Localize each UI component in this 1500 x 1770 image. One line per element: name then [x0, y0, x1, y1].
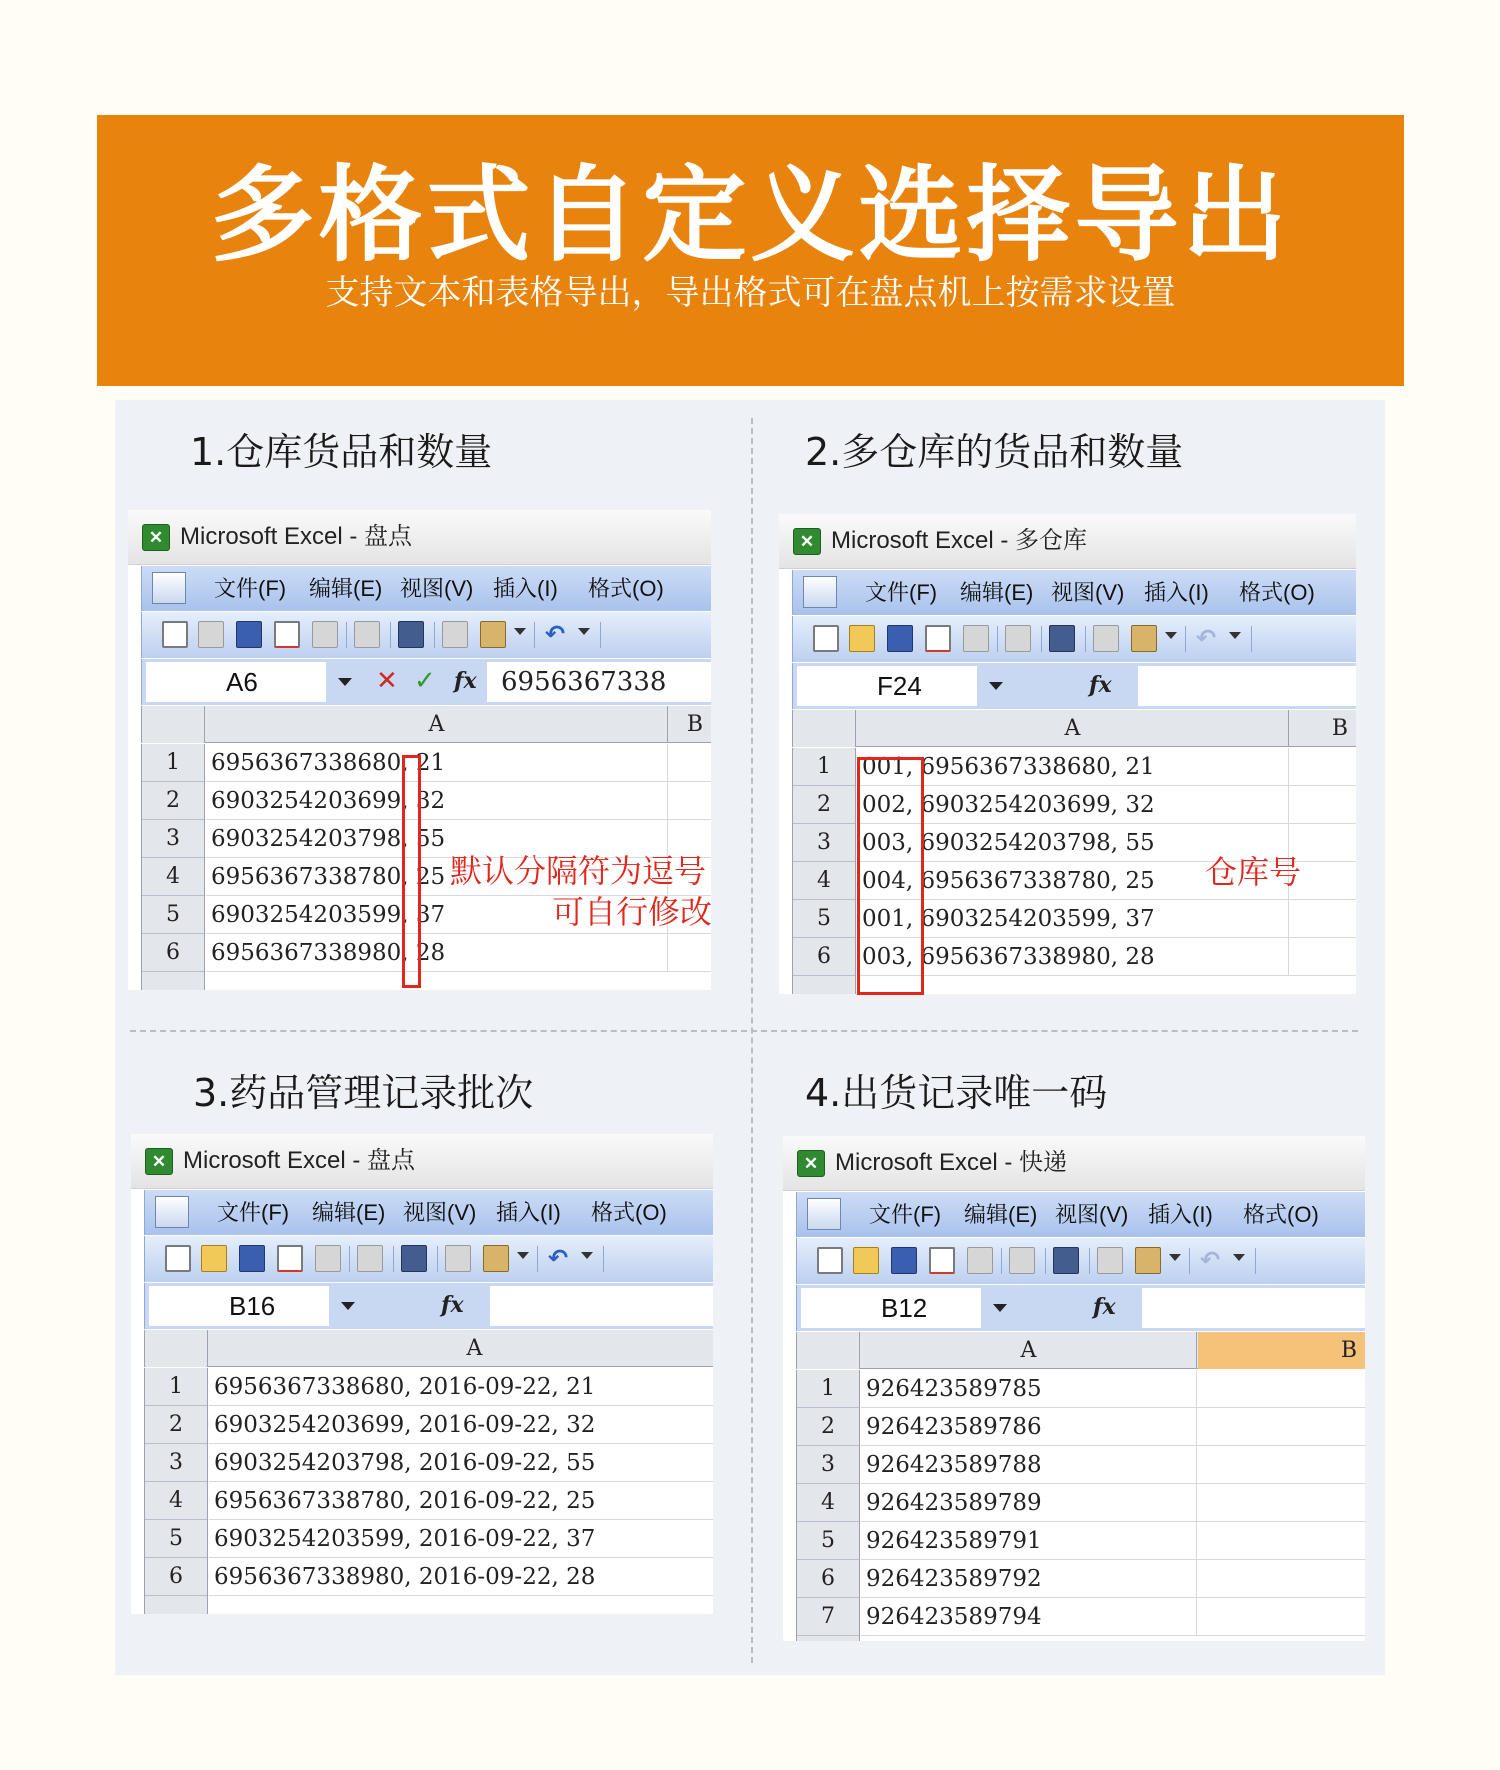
toolbar-separator — [1041, 626, 1042, 652]
dropdown-arrow-icon[interactable] — [578, 628, 590, 635]
new-doc-icon[interactable] — [813, 625, 839, 652]
cell-b[interactable] — [1197, 1408, 1365, 1446]
cell-a[interactable]: 6956367338680, 2016-09-22, 21 — [209, 1368, 713, 1406]
menu-insert[interactable]: 插入(I) — [493, 576, 558, 601]
print-icon[interactable] — [312, 621, 338, 648]
print-icon[interactable] — [967, 1247, 993, 1274]
paste-icon[interactable] — [1135, 1247, 1161, 1274]
column-headers — [796, 1332, 1365, 1369]
annotation-warehouse: 仓库号 — [1205, 853, 1302, 891]
cell-a[interactable]: 6903254203699, 2016-09-22, 32 — [209, 1406, 713, 1444]
menu-file[interactable]: 文件(F) — [865, 580, 938, 605]
row-header[interactable]: 6 — [145, 1558, 207, 1596]
select-all-corner[interactable] — [797, 1332, 860, 1369]
name-box[interactable]: B12 — [801, 1288, 981, 1328]
print-icon[interactable] — [442, 621, 468, 648]
cell-a[interactable]: 926423589785 — [861, 1370, 1197, 1408]
worksheet-menu-icon[interactable] — [152, 572, 186, 604]
horizontal-divider — [130, 1030, 1358, 1032]
banner-subtitle: 支持文本和表格导出，导出格式可在盘点机上按需求设置 — [325, 273, 1176, 313]
excel-icon: ✕ — [793, 528, 821, 555]
standard-toolbar — [141, 612, 711, 658]
standard-toolbar — [792, 616, 1356, 662]
name-box[interactable]: A6 — [146, 662, 326, 702]
toolbar-separator — [537, 1246, 538, 1272]
cell-a[interactable]: 001, 6903254203599, 37 — [857, 900, 1289, 938]
menu-view[interactable]: 视图(V) — [1051, 580, 1125, 605]
undo-icon[interactable]: ↶ — [1195, 624, 1217, 652]
formula-bar — [792, 663, 1356, 709]
menu-file[interactable]: 文件(F) — [214, 576, 287, 601]
menu-edit[interactable]: 编辑(E) — [309, 576, 383, 601]
cell-a[interactable]: 001, 6956367338680, 21 — [857, 748, 1289, 786]
name-box[interactable]: F24 — [797, 666, 977, 706]
formula-bar — [141, 659, 711, 705]
row-header[interactable]: 6 — [797, 1560, 859, 1598]
new-doc-icon[interactable] — [817, 1247, 843, 1274]
toolbar-separator — [434, 622, 435, 648]
menu-view[interactable]: 视图(V) — [1055, 1202, 1129, 1227]
section-title: 2.多仓库的货品和数量 — [805, 430, 1184, 474]
row-header[interactable]: 5 — [142, 896, 204, 934]
new-doc-icon[interactable] — [162, 621, 188, 648]
toolbar-separator — [600, 622, 601, 648]
new-doc-icon[interactable] — [165, 1245, 191, 1272]
formula-input[interactable] — [1138, 666, 1356, 706]
separator-highlight-box — [402, 755, 421, 988]
row-header[interactable]: 6 — [142, 934, 204, 972]
annotation-separator: 默认分隔符为逗号 — [450, 852, 707, 890]
cell-b[interactable] — [1197, 1370, 1365, 1408]
row-header[interactable]: 1 — [793, 748, 855, 786]
formula-bar — [144, 1283, 713, 1329]
toolbar-separator — [393, 1246, 394, 1272]
dropdown-arrow-icon[interactable] — [581, 1252, 593, 1259]
print-icon[interactable] — [198, 621, 224, 648]
toolbar-separator — [349, 1246, 350, 1272]
row-header[interactable]: 4 — [142, 858, 204, 896]
column-header-a[interactable]: A — [206, 706, 668, 743]
worksheet-menu-icon[interactable] — [807, 1198, 841, 1230]
row-header[interactable]: 2 — [793, 786, 855, 824]
dropdown-arrow-icon[interactable] — [1165, 632, 1177, 639]
menu-bar — [796, 1192, 1365, 1237]
worksheet-menu-icon[interactable] — [155, 1196, 189, 1228]
save-icon[interactable] — [236, 621, 262, 648]
section-title: 3.药品管理记录批次 — [193, 1071, 534, 1115]
name-box-dropdown-icon[interactable] — [341, 1302, 355, 1310]
warehouse-id-highlight-box — [857, 757, 924, 995]
cell-a[interactable]: 6956367338980, 2016-09-22, 28 — [209, 1558, 713, 1596]
toolbar-separator — [1045, 1248, 1046, 1274]
column-header-a[interactable]: A — [857, 710, 1289, 747]
window-title: Microsoft Excel - 盘点 — [183, 1147, 416, 1174]
toolbar-separator — [534, 622, 535, 648]
toolbar-separator — [346, 622, 347, 648]
toolbar-separator — [1085, 626, 1086, 652]
menu-bar — [792, 570, 1356, 615]
open-icon[interactable] — [201, 1245, 227, 1272]
cell-a[interactable]: 6903254203599, 37 — [206, 896, 668, 934]
row-header[interactable]: 7 — [797, 1598, 859, 1636]
fx-icon[interactable]: fx — [1089, 672, 1112, 698]
print-icon[interactable] — [354, 621, 380, 648]
select-all-corner[interactable] — [793, 710, 856, 747]
row-header[interactable]: 3 — [142, 820, 204, 858]
cell-a[interactable]: 6956367338980, 28 — [206, 934, 668, 972]
fx-icon[interactable]: fx — [1093, 1294, 1116, 1320]
print-preview-icon[interactable] — [274, 621, 300, 648]
row-header[interactable]: 1 — [797, 1370, 859, 1408]
column-header-a[interactable]: A — [861, 1332, 1197, 1369]
name-box-dropdown-icon[interactable] — [993, 1304, 1007, 1312]
print-icon[interactable] — [1093, 625, 1119, 652]
print-icon[interactable] — [315, 1245, 341, 1272]
toolbar-separator — [1089, 1248, 1090, 1274]
row-header[interactable]: 4 — [797, 1484, 859, 1522]
name-box-dropdown-icon[interactable] — [989, 682, 1003, 690]
cell-a[interactable]: 926423589792 — [861, 1560, 1197, 1598]
toolbar-separator — [437, 1246, 438, 1272]
cell-b[interactable] — [668, 782, 711, 820]
toolbar-separator — [603, 1246, 604, 1272]
cell-a[interactable]: 926423589788 — [861, 1446, 1197, 1484]
paste-icon[interactable] — [483, 1245, 509, 1272]
print-icon[interactable] — [963, 625, 989, 652]
cell-a[interactable]: 6956367338780, 25 — [206, 858, 668, 896]
select-all-corner[interactable] — [145, 1330, 208, 1367]
name-box[interactable]: B16 — [149, 1286, 329, 1326]
dropdown-arrow-icon[interactable] — [517, 1252, 529, 1259]
column-headers — [792, 710, 1356, 747]
dropdown-arrow-icon[interactable] — [1169, 1254, 1181, 1261]
excel-window — [131, 1134, 713, 1614]
menu-file[interactable]: 文件(F) — [869, 1202, 942, 1227]
window-titlebar — [128, 510, 711, 565]
window-title: Microsoft Excel - 多仓库 — [831, 527, 1088, 554]
menu-edit[interactable]: 编辑(E) — [964, 1202, 1038, 1227]
cell-a[interactable]: 926423589794 — [861, 1598, 1197, 1636]
row-header[interactable]: 2 — [145, 1406, 207, 1444]
cell-b[interactable] — [1289, 938, 1356, 976]
save-icon[interactable] — [239, 1245, 265, 1272]
cell-a[interactable]: 926423589789 — [861, 1484, 1197, 1522]
select-all-corner[interactable] — [142, 706, 205, 743]
cell-a[interactable]: 004, 6956367338780, 25 — [857, 862, 1289, 900]
column-header-b[interactable]: B — [1198, 1332, 1365, 1369]
row-header[interactable]: 4 — [145, 1482, 207, 1520]
column-headers — [144, 1330, 713, 1367]
row-header[interactable]: 3 — [793, 824, 855, 862]
cell-b[interactable] — [668, 744, 711, 782]
open-icon[interactable] — [853, 1247, 879, 1274]
cell-b[interactable] — [1197, 1598, 1365, 1636]
banner-title: 多格式自定义选择导出 — [210, 154, 1291, 276]
column-header-b[interactable]: B — [1331, 716, 1348, 741]
excel-icon: ✕ — [145, 1148, 173, 1175]
menu-file[interactable]: 文件(F) — [217, 1200, 290, 1225]
standard-toolbar — [144, 1236, 713, 1282]
cell-b[interactable] — [668, 934, 711, 972]
open-icon[interactable] — [849, 625, 875, 652]
worksheet-menu-icon[interactable] — [803, 576, 837, 608]
row-header[interactable]: 3 — [797, 1446, 859, 1484]
toolbar-separator — [1255, 1248, 1256, 1274]
cell-b[interactable] — [1289, 748, 1356, 786]
save-icon[interactable] — [887, 625, 913, 652]
cell-a[interactable]: 6903254203599, 2016-09-22, 37 — [209, 1520, 713, 1558]
undo-icon[interactable]: ↶ — [547, 1244, 569, 1272]
row-header[interactable]: 4 — [793, 862, 855, 900]
fx-icon[interactable]: fx — [441, 1292, 464, 1318]
sheet-grid — [144, 1368, 713, 1614]
cell-b[interactable] — [1197, 1560, 1365, 1598]
row-header[interactable]: 2 — [797, 1408, 859, 1446]
cell-a[interactable]: 6903254203798, 55 — [206, 820, 668, 858]
print-preview-icon[interactable] — [925, 625, 951, 652]
column-header-b[interactable]: B — [686, 712, 703, 737]
name-box-dropdown-icon[interactable] — [338, 678, 352, 686]
row-header[interactable]: 5 — [145, 1520, 207, 1558]
cell-a[interactable]: 926423589791 — [861, 1522, 1197, 1560]
dropdown-arrow-icon[interactable] — [514, 628, 526, 635]
cell-b[interactable] — [1197, 1446, 1365, 1484]
standard-toolbar — [796, 1238, 1365, 1284]
column-headers — [141, 706, 711, 743]
sheet-grid — [796, 1370, 1365, 1641]
window-titlebar — [779, 514, 1356, 569]
dropdown-arrow-icon[interactable] — [1229, 632, 1241, 639]
section-title: 4.出货记录唯一码 — [805, 1071, 1108, 1115]
excel-window — [783, 1136, 1365, 1641]
row-header[interactable]: 6 — [793, 938, 855, 976]
cell-a[interactable]: 003, 6903254203798, 55 — [857, 824, 1289, 862]
research-icon[interactable] — [398, 621, 424, 648]
toolbar-separator — [1189, 1248, 1190, 1274]
menu-insert[interactable]: 插入(I) — [496, 1200, 561, 1225]
formula-input[interactable] — [490, 1286, 713, 1326]
print-preview-icon[interactable] — [929, 1247, 955, 1274]
cell-b[interactable] — [1197, 1522, 1365, 1560]
cell-b[interactable] — [1289, 900, 1356, 938]
undo-icon[interactable]: ↶ — [1199, 1246, 1221, 1274]
paste-icon[interactable] — [480, 621, 506, 648]
row-header[interactable]: 5 — [797, 1522, 859, 1560]
research-icon[interactable] — [401, 1245, 427, 1272]
window-title: Microsoft Excel - 盘点 — [180, 523, 413, 550]
print-preview-icon[interactable] — [277, 1245, 303, 1272]
cell-b[interactable] — [1197, 1484, 1365, 1522]
fx-icon[interactable]: fx — [454, 668, 477, 694]
print-icon[interactable] — [1005, 625, 1031, 652]
menu-format[interactable]: 格式(O) — [1239, 580, 1315, 605]
window-titlebar — [783, 1136, 1365, 1191]
research-icon[interactable] — [1053, 1247, 1079, 1274]
menu-bar — [141, 566, 711, 611]
toolbar-separator — [997, 626, 998, 652]
menu-insert[interactable]: 插入(I) — [1144, 580, 1209, 605]
window-title: Microsoft Excel - 快递 — [835, 1149, 1068, 1176]
research-icon[interactable] — [1049, 625, 1075, 652]
cancel-icon[interactable]: ✕ — [376, 666, 398, 696]
annotation-editable: 可自行修改 — [552, 893, 713, 931]
cell-a[interactable]: 6956367338780, 2016-09-22, 25 — [209, 1482, 713, 1520]
window-titlebar — [131, 1134, 713, 1189]
menu-edit[interactable]: 编辑(E) — [960, 580, 1034, 605]
toolbar-separator — [390, 622, 391, 648]
print-icon[interactable] — [1097, 1247, 1123, 1274]
excel-icon: ✕ — [142, 524, 170, 551]
menu-view[interactable]: 视图(V) — [403, 1200, 477, 1225]
formula-input[interactable]: 6956367338 — [487, 662, 711, 702]
print-icon[interactable] — [1009, 1247, 1035, 1274]
print-icon[interactable] — [357, 1245, 383, 1272]
save-icon[interactable] — [891, 1247, 917, 1274]
vertical-divider — [751, 418, 753, 1663]
cell-a[interactable]: 6903254203798, 2016-09-22, 55 — [209, 1444, 713, 1482]
formula-input[interactable] — [1142, 1288, 1365, 1328]
enter-check-icon[interactable]: ✓ — [414, 666, 436, 696]
undo-icon[interactable]: ↶ — [544, 620, 566, 648]
menu-format[interactable]: 格式(O) — [588, 576, 664, 601]
menu-format[interactable]: 格式(O) — [1243, 1202, 1319, 1227]
dropdown-arrow-icon[interactable] — [1233, 1254, 1245, 1261]
cell-a[interactable]: 6903254203699, 32 — [206, 782, 668, 820]
excel-icon: ✕ — [797, 1150, 825, 1177]
header-banner — [97, 115, 1404, 386]
menu-edit[interactable]: 编辑(E) — [312, 1200, 386, 1225]
cell-a[interactable]: 6956367338680, 21 — [206, 744, 668, 782]
toolbar-separator — [1001, 1248, 1002, 1274]
toolbar-separator — [1251, 626, 1252, 652]
print-icon[interactable] — [445, 1245, 471, 1272]
cell-a[interactable]: 002, 6903254203699, 32 — [857, 786, 1289, 824]
menu-insert[interactable]: 插入(I) — [1148, 1202, 1213, 1227]
row-header[interactable]: 2 — [142, 782, 204, 820]
menu-view[interactable]: 视图(V) — [400, 576, 474, 601]
toolbar-separator — [1185, 626, 1186, 652]
cell-a[interactable]: 926423589786 — [861, 1408, 1197, 1446]
menu-bar — [144, 1190, 713, 1235]
menu-format[interactable]: 格式(O) — [591, 1200, 667, 1225]
cell-b[interactable] — [1289, 786, 1356, 824]
section-title: 1.仓库货品和数量 — [190, 430, 493, 474]
formula-bar — [796, 1285, 1365, 1331]
column-header-a[interactable]: A — [209, 1330, 713, 1367]
row-header[interactable]: 3 — [145, 1444, 207, 1482]
row-header[interactable]: 1 — [145, 1368, 207, 1406]
row-header[interactable]: 5 — [793, 900, 855, 938]
cell-a[interactable]: 003, 6956367338980, 28 — [857, 938, 1289, 976]
row-header[interactable]: 1 — [142, 744, 204, 782]
paste-icon[interactable] — [1131, 625, 1157, 652]
